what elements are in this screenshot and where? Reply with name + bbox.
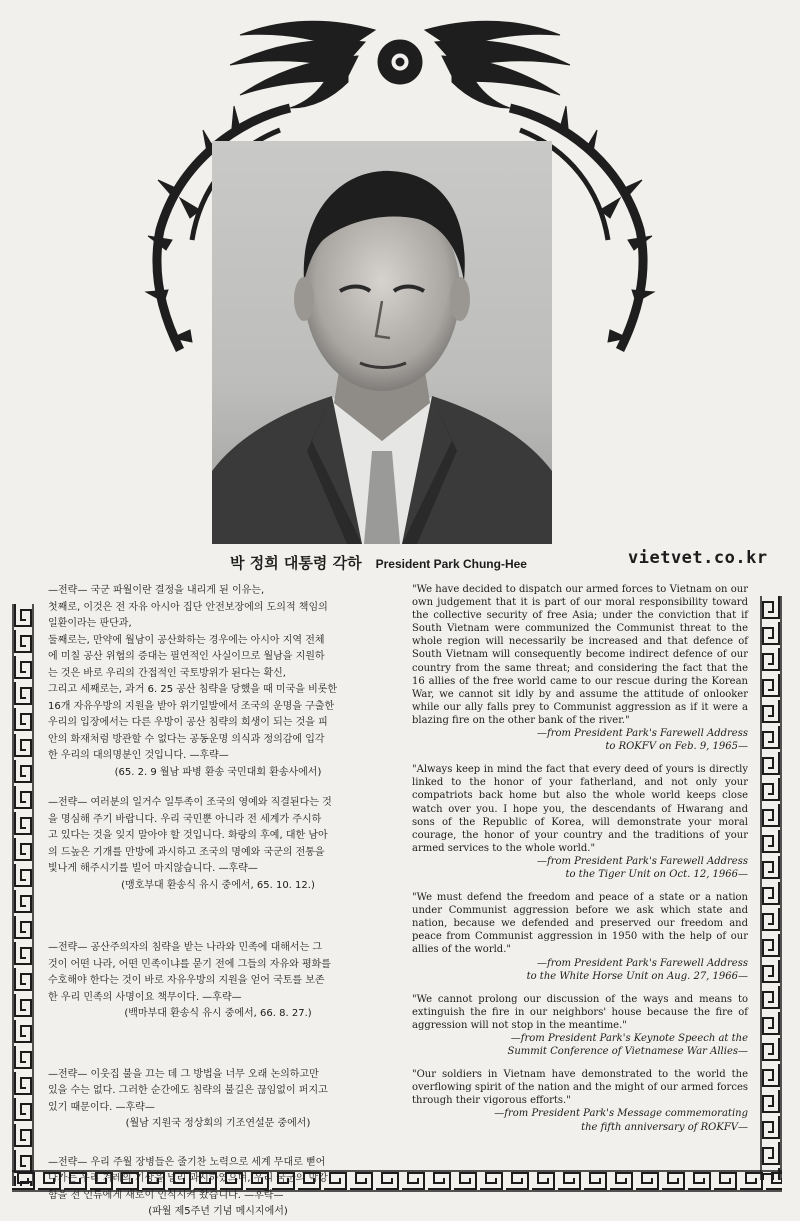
caption-english-name: President Park Chung-Hee xyxy=(375,557,527,571)
message-source: (맹호부대 환송식 유시 중에서, 65. 10. 12.) xyxy=(121,879,315,891)
english-message-4 xyxy=(412,993,748,1058)
message-quote: "We cannot prolong our discussion of the ways and means to extinguish the fire in our neighbors' house because the fire of aggression will not stop in the meantime." xyxy=(412,993,748,1031)
message-source: Summit Conference of Vietnamese War Allies— xyxy=(507,1046,748,1058)
message-source: —from President Park's Message commemorating xyxy=(494,1108,748,1120)
korean-column xyxy=(48,583,388,1221)
message-quote: "We must defend the freedom and peace of a state or a nation under Communist aggression before we ask which state and nation, because we defended and preserved our freedom and peace from Communist aggression in 1950 with the help of our allies of the world." xyxy=(412,892,748,956)
left-key-border-icon xyxy=(12,604,34,1186)
text-line: —전략— 여러분의 일거수 일투족이 조국의 영예와 직결된다는 것 xyxy=(48,797,332,808)
portrait-photo xyxy=(212,141,552,544)
korean-message-2 xyxy=(48,795,388,894)
korean-message-4 xyxy=(48,1067,388,1133)
message-source: —from President Park's Farewell Address xyxy=(537,728,748,740)
message-source: (월남 지원국 정상회의 기조연설문 중에서) xyxy=(125,1118,311,1129)
text-line: 둘째로는, 만약에 월남이 공산화하는 경우에는 아시아 지역 전체 xyxy=(48,634,325,646)
portrait-figure-icon xyxy=(212,141,552,544)
message-source: the fifth anniversary of ROKFV— xyxy=(581,1121,748,1133)
text-line: 을 명심해 주기 바랍니다. 우리 국민뿐 아니라 전 세계가 주시하 xyxy=(48,813,322,825)
message-source: —from President Park's Farewell Address xyxy=(537,957,748,969)
english-message-1 xyxy=(412,583,748,753)
text-line: 16개 자유우방의 지원을 받아 위기일발에서 조국의 운명을 구출한 xyxy=(48,700,335,712)
text-line: —전략— 이웃집 불을 끄는 데 그 방법을 너무 오래 논의하고만 xyxy=(48,1068,319,1080)
text-line: 함을 전 인류에게 새로이 인식시켜 왔습니다. —후략— xyxy=(48,1189,284,1201)
text-line: 우리의 입장에서는 다른 우방이 공산 침략의 희생이 되는 것을 피 xyxy=(48,717,328,728)
text-line: 는 것은 바로 우리의 간접적인 국토방위가 된다는 확신, xyxy=(48,667,286,679)
caption-korean-name: 박 정희 대통령 각하 xyxy=(230,554,362,572)
korean-message-5 xyxy=(48,1155,388,1221)
text-line: 첫째로, 이것은 전 자유 아시아 집단 안전보장에의 도의적 책임의 xyxy=(48,601,328,613)
text-line: 안의 화재처럼 방관할 수 없다는 공동운명 의식과 정의감에 입각 xyxy=(48,733,325,745)
text-line: 빛나게 해주시기를 빌어 마지않습니다. —후략— xyxy=(48,863,258,874)
english-message-3 xyxy=(412,891,748,983)
text-line: —전략— 국군 파월이란 결정을 내리게 된 이유는, xyxy=(48,585,265,596)
message-quote: "Our soldiers in Vietnam have demonstrated to the world the overflowing spirit of the nation and the might of our armed forces through their vigorous efforts." xyxy=(412,1069,748,1107)
english-column xyxy=(412,583,748,1134)
text-line: —전략— 공산주의자의 침략을 받는 나라와 민족에 대해서는 그 xyxy=(48,942,323,953)
text-line: 일환이라는 판단과, xyxy=(48,618,132,629)
message-source: to ROKFV on Feb. 9, 1965— xyxy=(605,741,748,753)
text-line: 있기 때문이다. —후략— xyxy=(48,1101,155,1113)
korean-message-3 xyxy=(48,940,388,1023)
text-line: 의 드높은 기개를 만방에 과시하고 조국의 명예와 국군의 전통을 xyxy=(48,846,325,858)
message-quote: "Always keep in mind the fact that every deed of yours is directly linked to the honor of your fatherland, and not only your compatriots back home but also the whole world keeps close watch over you. I hope you, the descendants of Hwarang and sons of the Republic of Korea, will demonstrate your moral courage, the honor of your country and the traditions of your armed services to the whole world." xyxy=(412,764,748,854)
message-source: —from President Park's Keynote Speech at the xyxy=(510,1033,748,1044)
english-message-2 xyxy=(412,763,748,881)
message-source: (파월 제5주년 기념 메시지에서) xyxy=(148,1206,288,1217)
text-line: 고 있다는 것을 잊지 말아야 할 것입니다. 화랑의 후예, 대한 남아 xyxy=(48,830,328,841)
message-quote: "We have decided to dispatch our armed forces to Vietnam on our own judgement that it is part of our moral responsibility toward the collective security of free Asia; under the conviction that if South Vietnam were communized the Communist threat to the whole region will necessarily be increased and that defence of South Vietnam will consequently become indirect defence of our country from the same threat; and considering the fact that the 16 allies of the free world came to our rescue during the Korean War, we cannot sit idly by and assume the attitude of onlooker while our ally falls prey to Communist aggression as if it were a blazing fire on the other bank of the river." xyxy=(412,584,748,726)
text-line: —전략— 우리 주월 장병들은 줄기찬 노력으로 세계 무대로 뻗어 xyxy=(48,1156,326,1168)
message-source: —from President Park's Farewell Address xyxy=(537,855,748,867)
message-source: (백마부대 환송식 유시 중에서, 66. 8. 27.) xyxy=(124,1008,312,1019)
right-key-border-icon xyxy=(760,596,782,1180)
english-message-5 xyxy=(412,1068,748,1133)
text-line: 그리고 세째로는, 과거 6. 25 공산 침략을 당했을 때 미국을 비롯한 xyxy=(48,684,338,695)
message-source: to the White Horse Unit on Aug. 27, 1966— xyxy=(526,970,748,982)
korean-message-1 xyxy=(48,583,388,781)
text-line: 수호해야 한다는 것이 바로 자유우방의 지원을 얻어 국토를 보존 xyxy=(48,975,325,986)
watermark-text: vietvet.co.kr xyxy=(628,548,768,568)
text-line: 있을 수는 없다. 그러한 순간에도 침략의 불길은 끊임없이 퍼지고 xyxy=(48,1085,328,1096)
text-line: 한 우리의 대의명분인 것입니다. —후략— xyxy=(48,750,229,761)
text-line: 한 우리 민족의 사명이요 책무이다. —후략— xyxy=(48,991,242,1003)
text-line: 것이 어떤 나라, 어떤 민족이냐를 묻기 전에 그들의 자유와 평화를 xyxy=(48,958,331,970)
message-source: to the Tiger Unit on Oct. 12, 1966— xyxy=(565,868,748,880)
portrait-caption xyxy=(230,552,570,574)
message-source: (65. 2. 9 월남 파병 환송 국민대회 환송사에서) xyxy=(114,766,322,778)
text-line: 에 미칠 공산 위협의 증대는 필연적인 사실이므로 월남을 지원하 xyxy=(48,651,325,662)
text-line: 나가는 우리 겨레의 기상을 널리 과시하였으며, 우리 국군의 막강 xyxy=(48,1173,328,1184)
